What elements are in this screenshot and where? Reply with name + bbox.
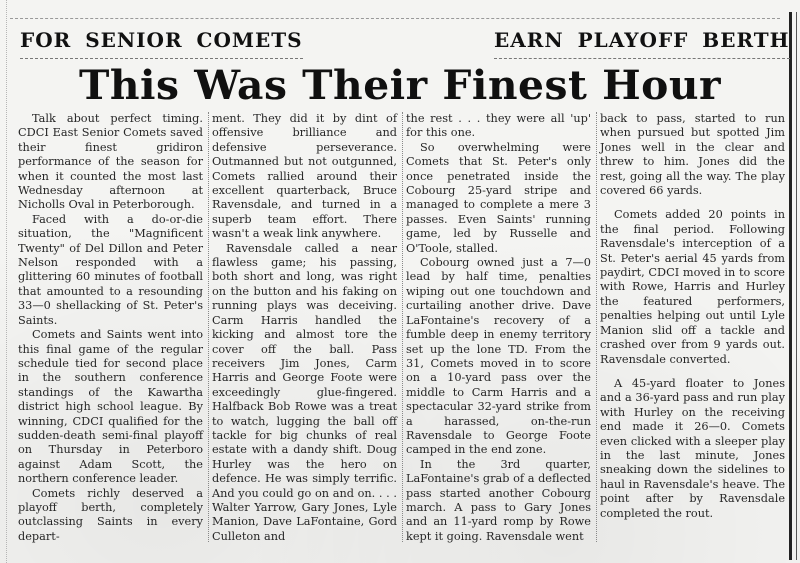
paragraph: Ravensdale called a near flawless game; his passing, both short and long, was right on the button and his faking on running plays was deceiving. Carm Harris handled the kicking and almost tore the cover off the ball. Pass receivers Jim Jones, Carm Harris and George Foote were exceedingly glue-fingered. Halfback Bob Rowe was a treat to watch, lugging the ball off tackle for big chunks of real estate with a dandy shift. Doug Hurley was the hero on defence. He was simply terrific. And you could go on and on. . . . Walter Yarrow, Gary Jones, Lyle Manion, Dave LaFontaine, Gord Culleton and	[212, 241, 397, 543]
top-divider-rule	[10, 18, 780, 19]
paragraph: Talk about perfect timing. CDCI East Senior Comets saved their finest gridiron performance of the season for when it counted the most last Wednesday afternoon at Nicholls Oval in Peterborough.	[18, 112, 203, 212]
paragraph: back to pass, started to run when pursued but spotted Jim Jones well in the clear and threw to him. Jones did the rest, going all the way. The play covered 66 yards.	[600, 112, 785, 198]
paragraph: Faced with a do-or-die situation, the "Magnificent Twenty" of Del Dillon and Peter Nelson responded with a glittering 60 minutes of football that amounted to a resounding 33—0 shellacking of St. Peter's Saints.	[18, 212, 203, 327]
paragraph: In the 3rd quarter, LaFontaine's grab of a deflected pass started another Cobourg march. A pass to Gary Jones and an 11-yard romp by Rowe kept it going. Ravensdale went	[406, 457, 591, 543]
paragraph: Comets and Saints went into this final game of the regular schedule tied for second place in the southern conference standings of the Kawartha district high school league. By winning, CDCI qualified for the sudden-death semi-final playoff on Thursday in Peterboro against Adam Scott, the northern conference leader.	[18, 328, 203, 486]
column-1	[18, 112, 203, 542]
paragraph: Cobourg owned just a 7—0 lead by half time, penalties wiping out one touchdown and curtailing another drive. Dave LaFontaine's recovery of a fumble deep in enemy territory set up the lone TD. From the 31, Comets moved in to score on a 10-yard pass over the middle to Carm Harris and a spectacular 32-yard strike from a harassed, on-the-run Ravensdale to George Foote camped in the end zone.	[406, 256, 591, 457]
column-2	[212, 112, 397, 542]
kicker-right: EARN PLAYOFF BERTH	[494, 28, 790, 59]
headline: This Was Their Finest Hour	[78, 62, 722, 109]
kicker-left: FOR SENIOR COMETS	[20, 28, 303, 59]
paragraph: Comets richly deserved a playoff berth, completely outclassing Saints in every depart-	[18, 486, 203, 543]
paragraph: Comets added 20 points in the final period. Following Ravensdale's interception of a St. Peter's aerial 45 yards from paydirt, CDCI moved in to score with Rowe, Harris and Hurley the featured performers, penalties helping out until Lyle Manion slid off a tackle and crashed over from 9 yards out. Ravensdale converted.	[600, 208, 785, 366]
paragraph-gap	[600, 367, 785, 377]
paragraph-gap	[600, 198, 785, 208]
paragraph: A 45-yard floater to Jones and a 36-yard pass and run play with Hurley on the receiving end made it 26—0. Comets even clicked with a sleeper play in the last minute, Jones sneaking down the sidelines to haul in Ravensdale's heave. The point after by Ravensdale completed the rout.	[600, 376, 785, 520]
column-3	[406, 112, 591, 542]
paragraph: the rest . . . they were all 'up' for this one.	[406, 112, 591, 140]
article-body	[14, 112, 789, 542]
paragraph: So overwhelming were Comets that St. Peter's only once penetrated inside the Cobourg 25-yard stripe and managed to complete a mere 3 passes. Even Saints' running game, led by Russelle and O'Toole, stalled.	[406, 140, 591, 255]
paragraph: ment. They did it by dint of offensive brilliance and defensive perseverance. Outmanned but not outgunned, Comets rallied around their excellent quarterback, Bruce Ravensdale, and turned in a superb team effort. There wasn't a weak link anywhere.	[212, 112, 397, 241]
column-4	[600, 112, 785, 542]
